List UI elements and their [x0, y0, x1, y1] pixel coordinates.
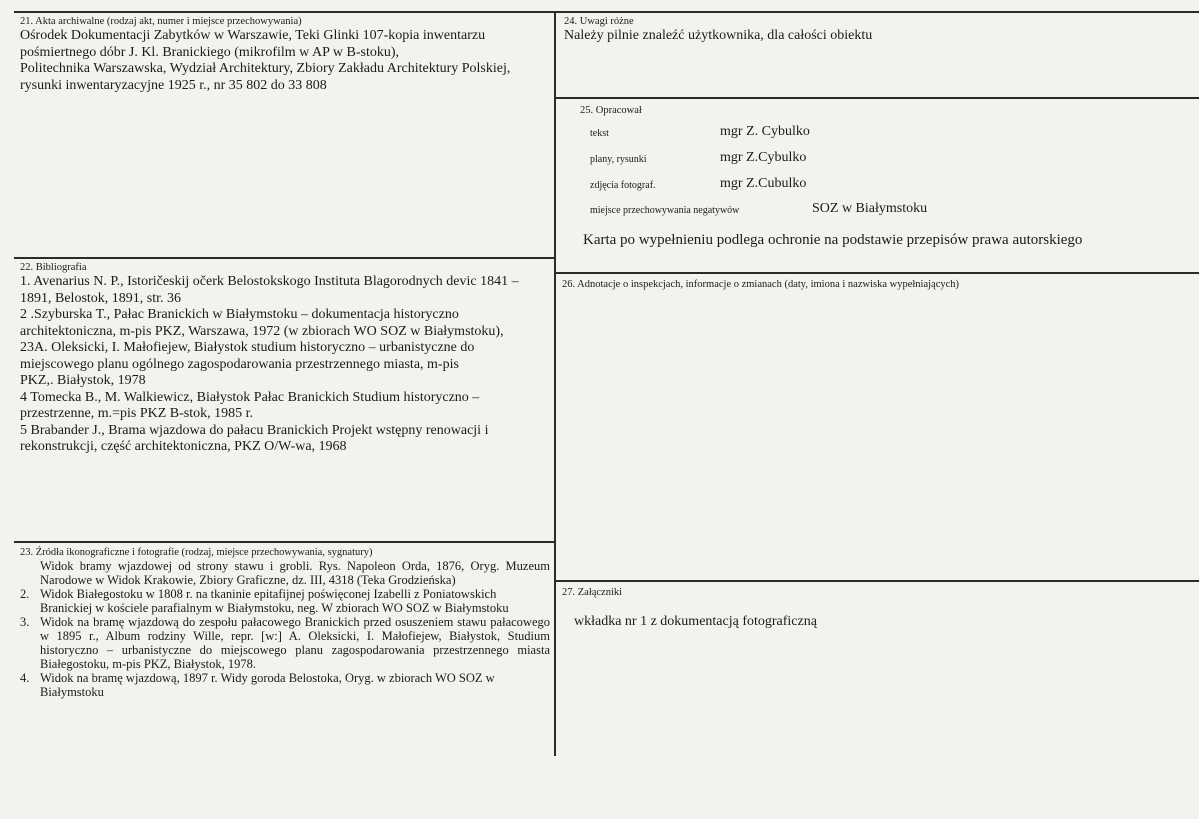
row-value: SOZ w Białymstoku [812, 201, 928, 216]
section-header: 22. Bibliografia [20, 262, 87, 273]
section-header: 25. Opracował [580, 105, 642, 116]
text-line: rysunki inwentaryzacyjne 1925 r., nr 35 802 do 33 808 [20, 77, 327, 93]
section-23-iconographic-sources [20, 546, 550, 699]
list-item [20, 587, 550, 615]
divider-26-27 [555, 580, 1199, 582]
center-divider [554, 11, 556, 756]
text-line: 5 Brabander J., Brama wjazdowa do pałacu Branickich Projekt wstępny renowacji i [20, 422, 489, 438]
row-label: zdjęcia fotograf. [590, 180, 656, 191]
text-line: PKZ,. Białystok, 1978 [20, 373, 146, 388]
divider-22-23 [14, 541, 555, 543]
text-line: rekonstrukcji, część architektoniczna, PKZ O/W-wa, 1968 [20, 439, 347, 454]
attachment-text: wkładka nr 1 z dokumentacją fotograficzną [574, 614, 817, 629]
item-number [20, 559, 40, 587]
text-line: Politechnika Warszawska, Wydział Architektury, Zbiory Zakładu Architektury Polskiej, [20, 61, 511, 76]
section-24-remarks [564, 15, 1184, 45]
row-value: mgr Z.Cubulko [720, 176, 807, 191]
row-value: mgr Z.Cybulko [720, 150, 807, 165]
text-line: 2 .Szyburska T., Pałac Branickich w Białymstoku – dokumentacja historyczno [20, 307, 459, 322]
row-label: tekst [590, 128, 609, 139]
text-line: miejscowego planu ogólnego zagospodarowania przestrzennego miasta, m-pis [20, 356, 459, 372]
section-27-attachments [562, 586, 1192, 631]
section-header: 24. Uwagi różne [564, 16, 634, 27]
divider-25-26 [555, 272, 1199, 274]
item-text: Widok na bramę wjazdową, 1897 r. Widy goroda Belostoka, Oryg. w zbiorach WO SOZ w Białymstoku [40, 671, 495, 699]
list-item [20, 559, 550, 587]
section-header: 26. Adnotacje o inspekcjach, informacje o zmianach (daty, imiona i nazwiska wypełniających) [562, 279, 960, 290]
top-border [14, 11, 1199, 13]
row-label: plany, rysunki [590, 154, 647, 165]
section-26-annotations [562, 278, 1192, 291]
text-line: przestrzenne, m.=pis PKZ B-stok, 1985 r. [20, 406, 254, 421]
section-header: 23. Źródła ikonograficzne i fotografie (rodzaj, miejsce przechowywania, sygnatury) [20, 547, 373, 558]
section-21-archival-records [20, 15, 550, 94]
copyright-notice: Karta po wypełnieniu podlega ochronie na podstawie przepisów prawa autorskiego [583, 232, 1083, 248]
text-line: 23A. Oleksicki, I. Małofiejew, Białystok studium historyczno – urbanistyczne do [20, 340, 475, 355]
text-line: 1. Avenarius N. P., Istoričeskij očerk Belostokskogo Instituta Blagorodnych devic 1841 – [20, 274, 519, 289]
list-item [20, 671, 550, 699]
item-number: 3. [20, 615, 30, 629]
text-line: 1891, Belostok, 1891, str. 36 [20, 290, 182, 306]
item-number: 2. [20, 587, 30, 601]
text-line: Ośrodek Dokumentacji Zabytków w Warszawie, Teki Glinki 107-kopia inwentarzu [20, 28, 486, 43]
remarks-text: Należy pilnie znaleźć użytkownika, dla całości obiektu [564, 28, 873, 43]
text-line: pośmiertnego dóbr J. Kl. Branickiego (mikrofilm w AP w B-stoku), [20, 44, 399, 60]
list-item [20, 615, 550, 671]
section-header: 21. Akta archiwalne (rodzaj akt, numer i miejsce przechowywania) [20, 16, 302, 27]
item-text: Widok bramy wjazdowej od strony stawu i grobli. Rys. Napoleon Orda, 1876, Oryg. Muzeum Narodowe w Widok Krakowie, Zbiory Graficzne, dz. III, 4318 (Teka Grodzieńska) [40, 559, 550, 587]
row-value: mgr Z. Cybulko [720, 124, 810, 139]
item-text: Widok na bramę wjazdową do zespołu pałacowego Branickich przed osuszeniem stawu pałacowego w 1895 r., Album rodziny Wille, repr. [w:] A. Oleksicki, I. Małofiejew, Białystok, Studium historyczno – urbanistyczne do miejscowego planu zagospodarowania przestrzennego miasta Białegostoku, m-pis PKZ, Białystok, 1978. [40, 615, 550, 671]
text-line: architektoniczna, m-pis PKZ, Warszawa, 1972 (w zbiorach WO SOZ w Białymstoku), [20, 323, 504, 339]
row-label: miejsce przechowywania negatywów [590, 205, 740, 216]
section-header: 27. Załączniki [562, 587, 623, 598]
divider-21-22 [14, 257, 555, 259]
item-text: Widok Białegostoku w 1808 r. na tkaninie epitafijnej poświęconej Izabelli z Poniatowskich Branickiej w kościele parafialnym w Białymstoku, neg. W zbiorach WO SOZ w Białymstoku [40, 587, 509, 615]
item-number: 4. [20, 671, 30, 685]
section-22-bibliography [20, 261, 550, 456]
text-line: 4 Tomecka B., M. Walkiewicz, Białystok Pałac Branickich Studium historyczno – [20, 389, 480, 405]
divider-24-25 [555, 97, 1199, 99]
